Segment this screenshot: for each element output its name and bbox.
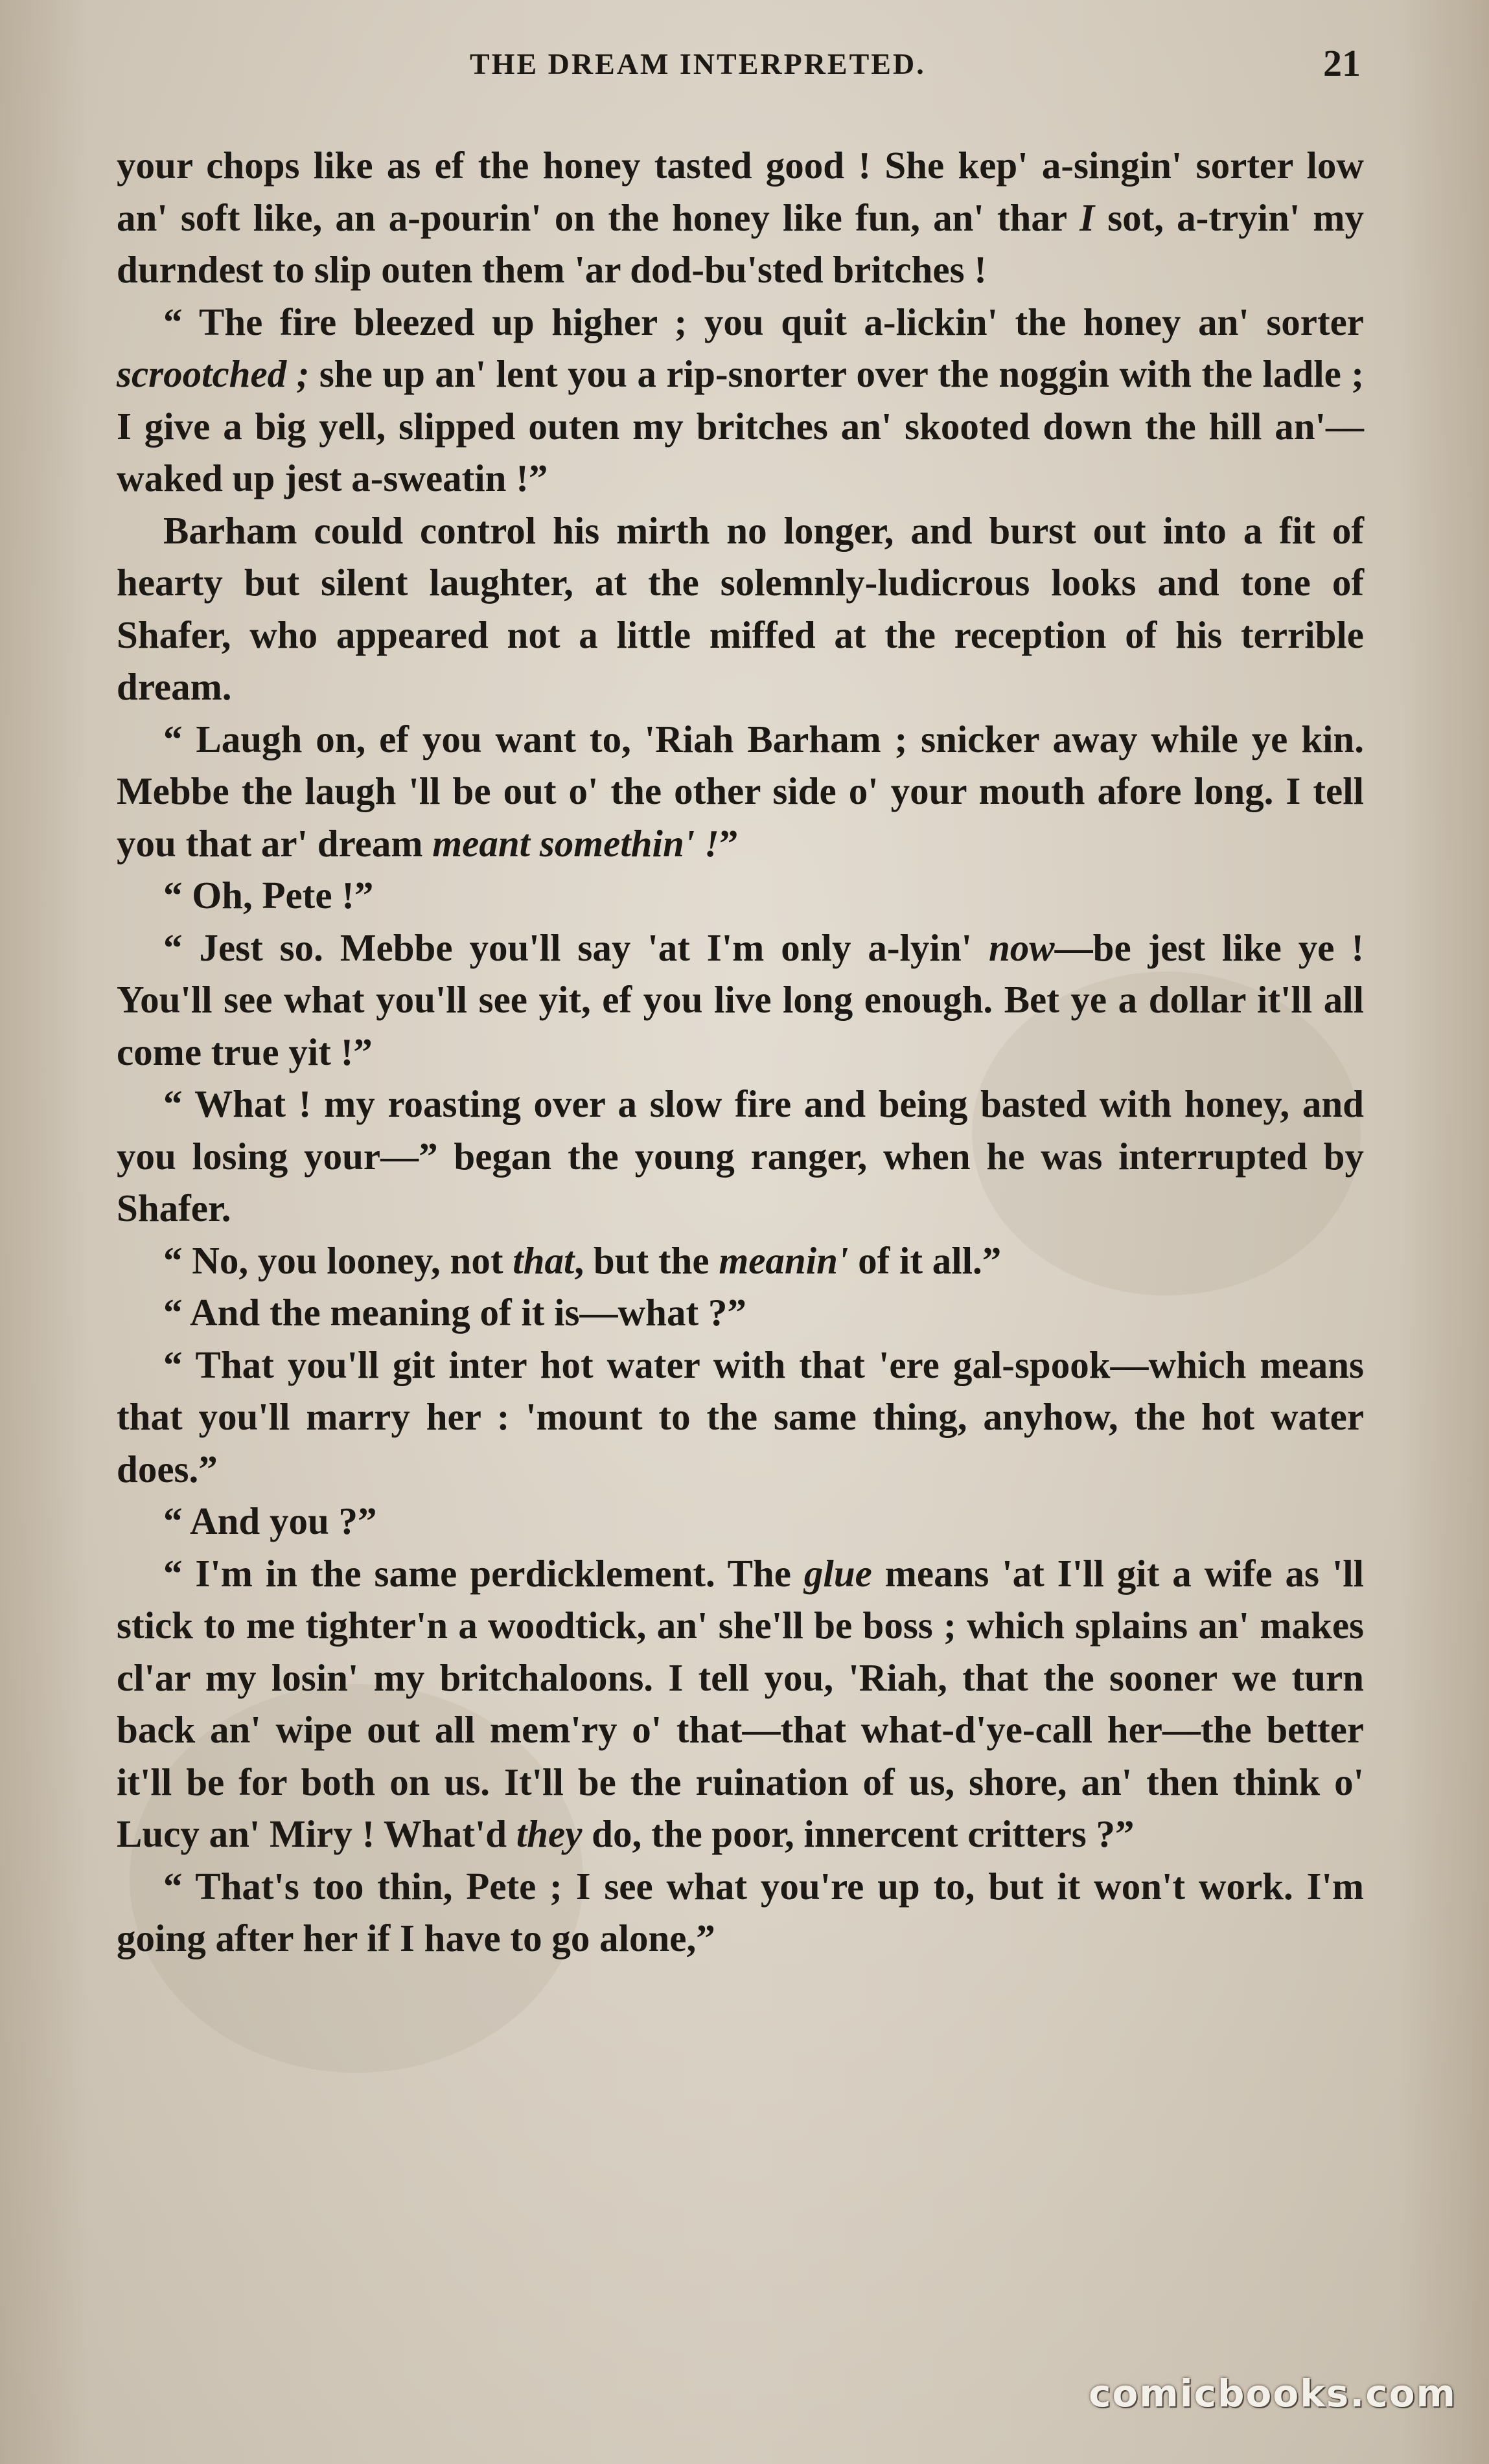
paragraph xyxy=(117,1078,1364,1235)
text-run: she up an' lent you a rip-snorter over the noggin with the ladle ; I give a big yell, slipped outen my britches an' skooted down the hill an'—waked up jest a-sweatin !” xyxy=(117,352,1364,499)
page-number: 21 xyxy=(1323,42,1361,84)
page-header xyxy=(117,42,1361,98)
paragraph xyxy=(117,1860,1364,1965)
body-text xyxy=(117,139,1364,1965)
text-run: “ What ! my roasting over a slow fire and being basted with honey, and you losing your—” began the young ranger, when he was interrupted by Shafer. xyxy=(117,1082,1364,1229)
italic-text: scrootched ; xyxy=(117,352,310,395)
paragraph xyxy=(117,1235,1364,1287)
text-run: your chops like as ef the honey tasted good ! She kep' a-singin' sorter low an' soft like, an a-pourin' on the honey like fun, an' thar xyxy=(117,144,1364,239)
text-run: —be jest like ye ! You'll see what you'll see yit, ef you live long enough. Bet ye a dollar it'll all come true yit !” xyxy=(117,926,1364,1073)
paragraph xyxy=(117,1339,1364,1496)
text-run: “ No, you looney, not xyxy=(163,1238,513,1282)
italic-text: now xyxy=(988,926,1055,969)
text-run: “ The fire bleezed up higher ; you quit a-lickin' the honey an' sorter xyxy=(163,300,1364,343)
text-run: “ Jest so. Mebbe you'll say 'at I'm only a-lyin' xyxy=(163,926,989,969)
text-run: “ Oh, Pete !” xyxy=(163,874,374,917)
paragraph xyxy=(117,922,1364,1078)
italic-text: I xyxy=(1079,196,1095,239)
text-run: “ And the meaning of it is—what ?” xyxy=(163,1291,746,1334)
paragraph xyxy=(117,505,1364,713)
italic-text: glue xyxy=(803,1551,872,1595)
text-run: “ I'm in the same perdicklement. The xyxy=(163,1551,804,1595)
text-run: “ That's too thin, Pete ; I see what you're up to, but it won't work. I'm going after her if I have to go alone,” xyxy=(117,1864,1364,1959)
text-run: , but the xyxy=(574,1238,719,1282)
paragraph xyxy=(117,1286,1364,1339)
watermark-text: comicbooks.com xyxy=(1089,2371,1457,2415)
paragraph xyxy=(117,296,1364,505)
italic-text: that xyxy=(513,1238,575,1282)
paragraph xyxy=(117,869,1364,922)
running-title: THE DREAM INTERPRETED. xyxy=(470,47,926,80)
italic-text: meant somethin' ! xyxy=(432,821,719,865)
text-run: ” xyxy=(719,821,739,865)
text-run: “ Laugh on, ef you want to, 'Riah Barham ; snicker away while ye kin. Mebbe the laugh 'll be out o' the other side o' your mouth afore long. I tell you that ar' dream xyxy=(117,717,1364,865)
italic-text: they xyxy=(516,1812,583,1855)
paragraph xyxy=(117,713,1364,870)
text-run: of it all.” xyxy=(848,1238,1002,1282)
paragraph xyxy=(117,139,1364,296)
text-run: means 'at I'll git a wife as 'll stick to me tighter'n a woodtick, an' she'll be boss ; which splains an' makes cl'ar my losin' my britchaloons. I tell you, 'Riah, that the sooner we turn back an' wipe out all mem'ry o' that—that what-d'ye-call her—the better it'll be for both on us. It'll be the ruination of us, shore, an' then think o' Lucy an' Miry ! What'd xyxy=(117,1551,1365,1855)
text-run: Barham could control his mirth no longer, and burst out into a fit of hearty but silent laughter, at the solemnly-ludicrous looks and tone of Shafer, who appeared not a little miffed at the reception of his terrible dream. xyxy=(117,508,1364,708)
paragraph xyxy=(117,1495,1364,1547)
text-run: sot, a-tryin' my durndest to slip outen them 'ar dod-bu'sted britches ! xyxy=(117,196,1365,291)
italic-text: meanin' xyxy=(719,1238,849,1282)
text-run: “ And you ?” xyxy=(163,1500,377,1542)
text-run: “ That you'll git inter hot water with that 'ere gal-spook—which means that you'll marry her : 'mount to the same thing, anyhow, the hot water does.” xyxy=(117,1343,1364,1490)
paragraph xyxy=(117,1547,1364,1860)
text-run: do, the poor, innercent critters ?” xyxy=(582,1812,1135,1855)
